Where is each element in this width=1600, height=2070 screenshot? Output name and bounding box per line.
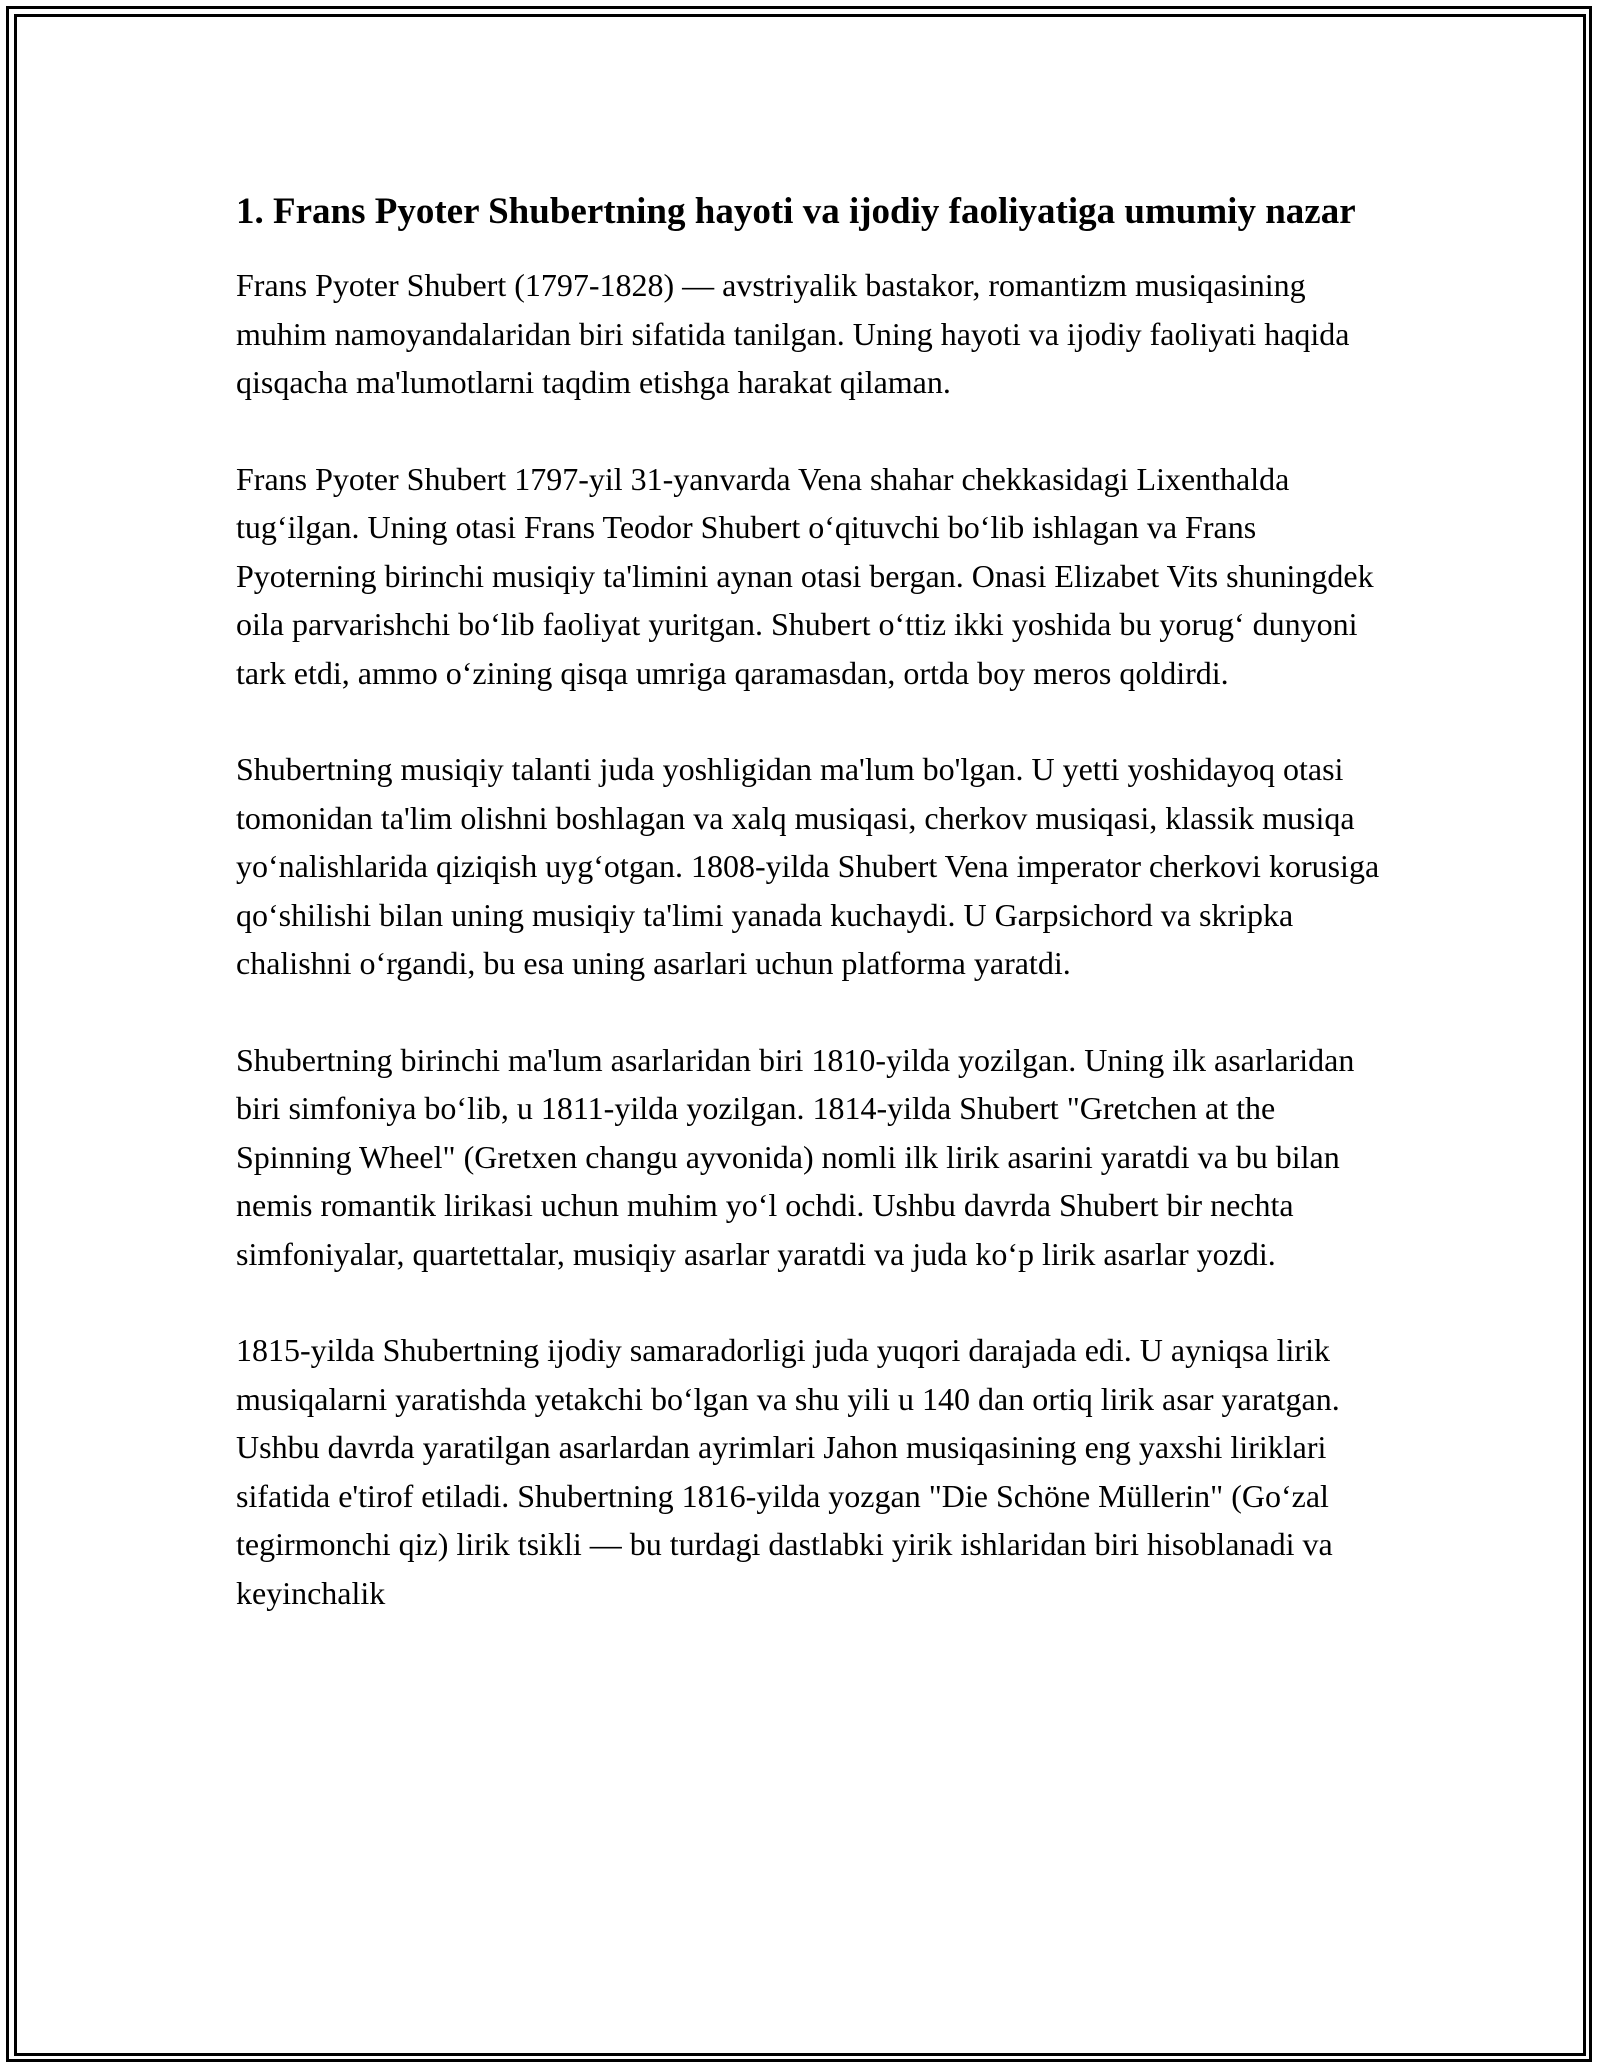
document-body: [236, 185, 1386, 1665]
section-heading: 1. Frans Pyoter Shubertning hayoti va ijodiy faoliyatiga umumiy nazar: [236, 191, 1356, 232]
paragraph-talent: Shubertning musiqiy talanti juda yoshligidan ma'lum bo'lgan. U yetti yoshidayoq otasi tomonidan ta'lim olishni boshlagan va xalq musiqasi, cherkov musiqasi, klassik musiqa yo‘nalishlarida qiziqish uyg‘otgan. 1808-yilda Shubert Vena imperator cherkovi korusiga qo‘shilishi bilan uning musiqiy ta'limi yanada kuchaydi. U Garpsichord va skripka chalishni o‘rgandi, bu esa uning asarlari uchun platforma yaratdi.: [236, 751, 1380, 981]
paragraph-intro: Frans Pyoter Shubert (1797-1828) — avstriyalik bastakor, romantizm musiqasining muhim namoyandalaridan biri sifatida tanilgan. Uning hayoti va ijodiy faoliyati haqida qisqacha ma'lumotlarni taqdim etishga harakat qilaman.: [236, 267, 1350, 400]
paragraph-1815: 1815-yilda Shubertning ijodiy samaradorligi juda yuqori darajada edi. U ayniqsa lirik musiqalarni yaratishda yetakchi bo‘lgan va shu yili u 140 dan ortiq lirik asar yaratgan. Ushbu davrda yaratilgan asarlardan ayrimlari Jahon musiqasining eng yaxshi liriklari sifatida e'tirof etiladi. Shubertning 1816-yilda yozgan "Die Schöne Müllerin" (Go‘zal tegirmonchi qiz) lirik tsikli — bu turdagi dastlabki yirik ishlaridan biri hisoblanadi va keyinchalik: [236, 1332, 1340, 1611]
paragraph-birth: Frans Pyoter Shubert 1797-yil 31-yanvarda Vena shahar chekkasidagi Lixenthalda tug‘ilgan. Uning otasi Frans Teodor Shubert o‘qituvchi bo‘lib ishlagan va Frans Pyoterning birinchi musiqiy ta'limini aynan otasi bergan. Onasi Elizabet Vits shuningdek oila parvarishchi bo‘lib faoliyat yuritgan. Shubert o‘ttiz ikki yoshida bu yorug‘ dunyoni tark etdi, ammo o‘zining qisqa umriga qaramasdan, ortda boy meros qoldirdi.: [236, 460, 1374, 691]
paragraph-early-works: Shubertning birinchi ma'lum asarlaridan biri 1810-yilda yozilgan. Uning ilk asarlaridan biri simfoniya bo‘lib, u 1811-yilda yozilgan. 1814-yilda Shubert "Gretchen at the Spinning Wheel" (Gretxen changu ayvonida) nomli ilk lirik asarini yaratdi va bu bilan nemis romantik lirikasi uchun muhim yo‘l ochdi. Ushbu davrda Shubert bir nechta simfoniyalar, quartettalar, musiqiy asarlar yaratdi va juda ko‘p lirik asarlar yozdi.: [236, 1041, 1355, 1272]
